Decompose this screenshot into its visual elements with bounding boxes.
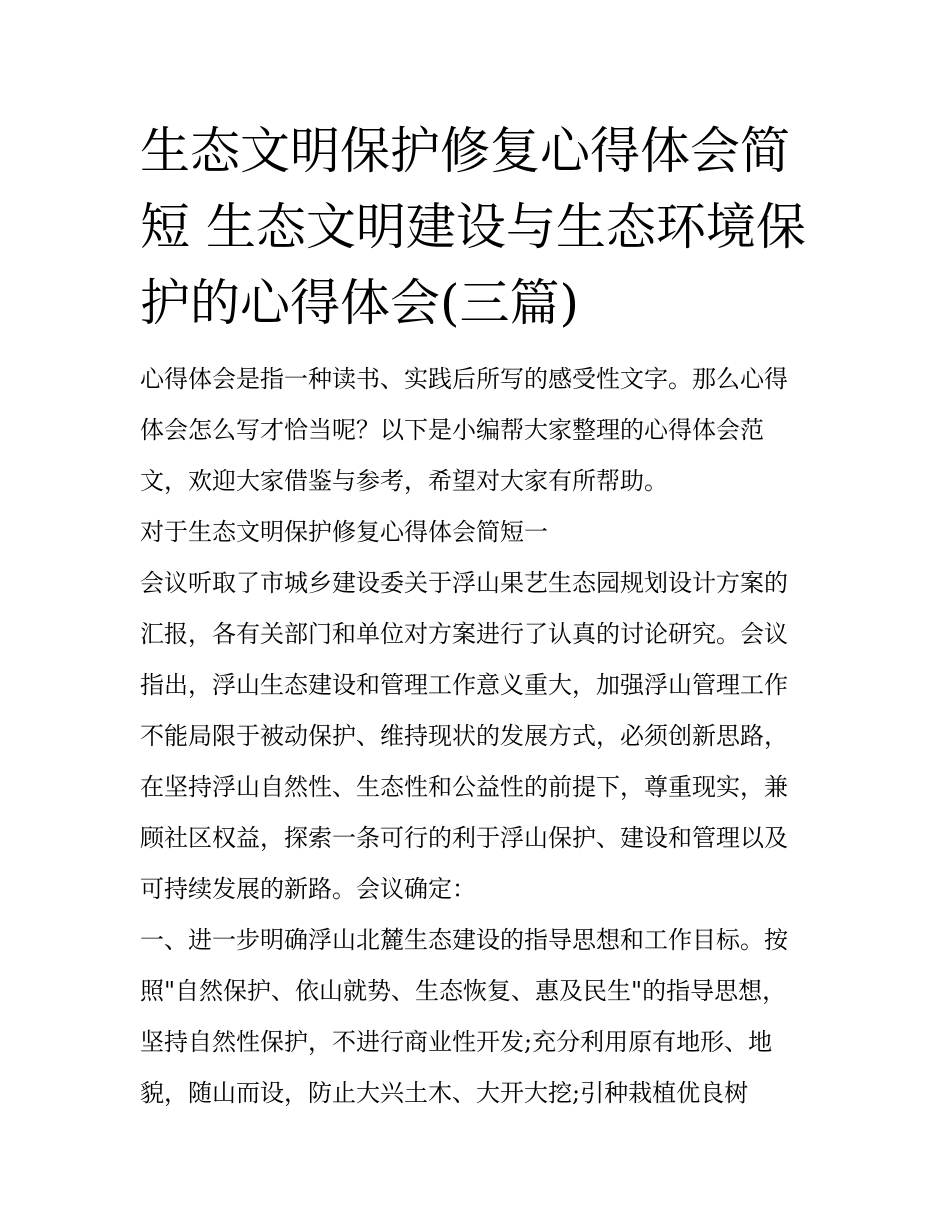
body-line: 可持续发展的新路。会议确定： xyxy=(140,875,476,903)
body-line: 照"自然保护、依山就势、生态恢复、惠及民生"的指导思想， xyxy=(140,977,787,1005)
body-line: 貌，随山而设，防止大兴土木、大开大挖;引种栽植优良树 xyxy=(140,1079,749,1107)
body-line: 文，欢迎大家借鉴与参考，希望对大家有所帮助。 xyxy=(140,467,668,495)
body-line: 指出，浮山生态建设和管理工作意义重大，加强浮山管理工作 xyxy=(140,671,788,699)
document-body xyxy=(140,354,830,1119)
body-line: 不能局限于被动保护、维持现状的发展方式，必须创新思路， xyxy=(140,722,788,750)
body-line: 坚持自然性保护，不进行商业性开发;充分利用原有地形、地 xyxy=(140,1028,773,1056)
body-line: 在坚持浮山自然性、生态性和公益性的前提下，尊重现实，兼 xyxy=(140,773,788,801)
body-line: 汇报，各有关部门和单位对方案进行了认真的讨论研究。会议 xyxy=(140,620,788,648)
title-line: 短 生态文明建设与生态环境保 xyxy=(140,198,806,256)
body-line: 体会怎么写才恰当呢？以下是小编帮大家整理的心得体会范 xyxy=(140,416,764,444)
section-heading: 对于生态文明保护修复心得体会简短一 xyxy=(140,518,548,546)
body-line: 顾社区权益，探索一条可行的利于浮山保护、建设和管理以及 xyxy=(140,824,788,852)
document-title xyxy=(140,113,820,341)
body-line: 一、进一步明确浮山北麓生态建设的指导思想和工作目标。按 xyxy=(140,926,788,954)
title-line: 护的心得体会(三篇) xyxy=(140,274,580,332)
body-line: 心得体会是指一种读书、实践后所写的感受性文字。那么心得 xyxy=(140,365,788,393)
title-line: 生态文明保护修复心得体会简 xyxy=(140,122,790,180)
body-line: 会议听取了市城乡建设委关于浮山果艺生态园规划设计方案的 xyxy=(140,569,788,597)
